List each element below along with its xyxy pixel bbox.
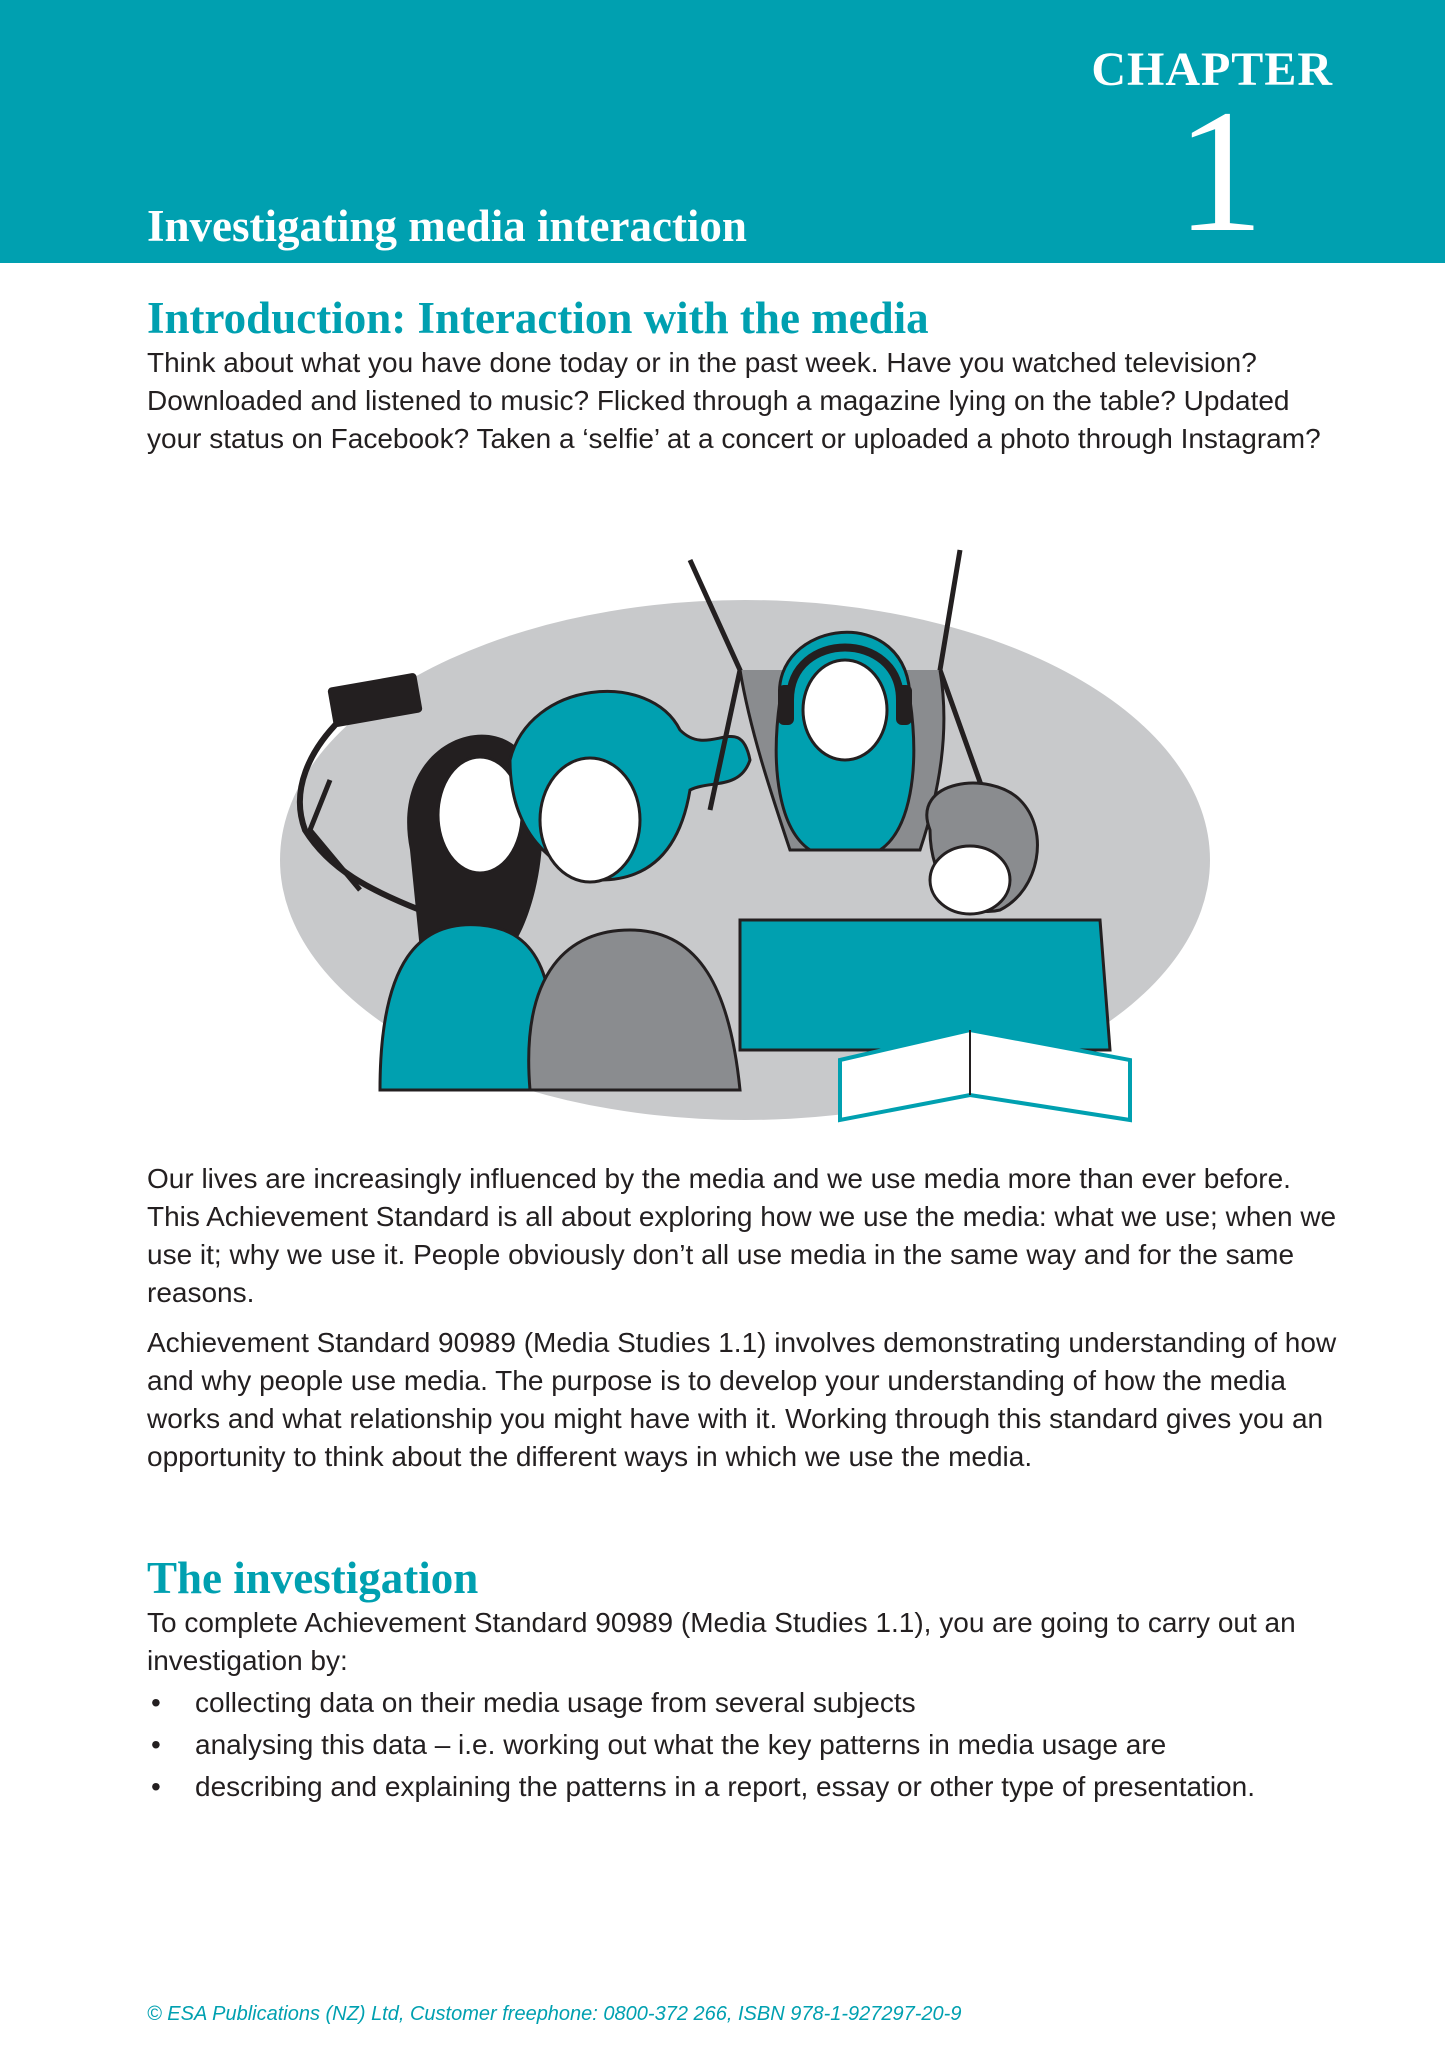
chapter-number: 1 bbox=[1176, 74, 1264, 269]
intro-heading: Introduction: Interaction with the media bbox=[147, 293, 929, 343]
people-using-media-illustration bbox=[270, 530, 1260, 1130]
chapter-label: CHAPTER bbox=[1091, 43, 1333, 96]
investigation-heading: The investigation bbox=[147, 1553, 479, 1603]
list-item: • collecting data on their media usage from several subjects bbox=[147, 1682, 1347, 1724]
body-section bbox=[147, 1160, 1347, 1476]
person-four-shirt bbox=[740, 920, 1110, 1050]
list-item: • analysing this data – i.e. working out what the key patterns in media usage are bbox=[147, 1724, 1347, 1766]
chapter-banner bbox=[0, 0, 1445, 269]
page-footer: © ESA Publications (NZ) Ltd, Customer freephone: 0800-372 266, ISBN 978-1-927297-20-9 bbox=[147, 2003, 962, 2025]
investigation-intro: To complete Achievement Standard 90989 (Media Studies 1.1), you are going to carry out an investigation by: bbox=[147, 1607, 1296, 1676]
intro-paragraph: Think about what you have done today or in the past week. Have you watched television? Downloaded and listened to music? Flicked through a magazine lying on the table? Updated your status on Facebook? Taken a ‘selfie’ at a concert or uploaded a photo through Instagram? bbox=[147, 347, 1321, 454]
body-paragraph: Our lives are increasingly influenced by the media and we use media more than ever before. This Achievement Standard is all about exploring how we use the media: what we use; when we use it; why we use it. People obviously don’t all use media in the same way and for the same reasons. bbox=[147, 1163, 1337, 1308]
investigation-section bbox=[147, 1552, 1347, 1808]
intro-section bbox=[147, 292, 1347, 458]
chapter-title: Investigating media interaction bbox=[147, 201, 747, 251]
body-paragraph: Achievement Standard 90989 (Media Studies 1.1) involves demonstrating understanding of how and why people use media. The purpose is to develop your understanding of how the media works and what relationship you might have with it. Working through this standard gives you an opportunity to think about the different ways in which we use the media. bbox=[147, 1327, 1337, 1472]
investigation-list bbox=[147, 1682, 1347, 1808]
list-item: • describing and explaining the patterns in a report, essay or other type of presentation. bbox=[147, 1766, 1347, 1808]
